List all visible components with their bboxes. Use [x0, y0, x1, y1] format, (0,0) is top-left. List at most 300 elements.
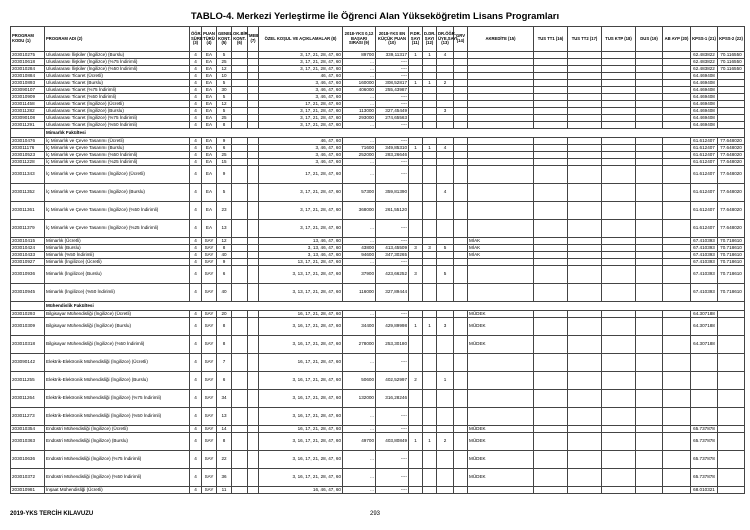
table-cell [636, 220, 663, 238]
table-cell: 406000 [343, 87, 376, 94]
table-cell: MÜDEK [468, 451, 534, 469]
table-cell: 70.718610 [718, 238, 745, 245]
table-cell [423, 115, 437, 122]
table-cell: 40 [217, 252, 232, 259]
table-cell [636, 336, 663, 354]
table-cell: 4 [437, 145, 454, 152]
table-cell [636, 52, 663, 59]
table-cell [636, 122, 663, 129]
table-cell: 8 [217, 336, 232, 354]
table-cell [663, 426, 691, 433]
table-cell: 203010927 [11, 259, 45, 266]
table-cell: 4 [190, 284, 202, 302]
table-cell: 1 [423, 80, 437, 87]
table-cell [602, 336, 636, 354]
table-cell: 70.116550 [718, 59, 745, 66]
table-cell [454, 122, 468, 129]
table-cell: 4 [190, 101, 202, 108]
table-cell: 9 [217, 259, 232, 266]
table-cell: MİAK [468, 238, 534, 245]
table-cell [718, 408, 745, 426]
table-cell: 89700 [343, 52, 376, 59]
table-cell [409, 336, 423, 354]
table-cell: ... [343, 259, 376, 266]
table-cell [534, 101, 568, 108]
table-cell [409, 408, 423, 426]
table-cell [568, 311, 602, 318]
table-cell: 5 [217, 108, 232, 115]
table-cell [248, 426, 259, 433]
table-cell [636, 87, 663, 94]
table-cell: 2 [409, 372, 423, 390]
table-cell [248, 390, 259, 408]
table-cell: 7 [217, 354, 232, 372]
table-row [11, 108, 745, 115]
table-cell [534, 202, 568, 220]
table-cell: 203010523 [11, 152, 45, 159]
table-cell [409, 252, 423, 259]
table-cell [534, 266, 568, 284]
table-cell [409, 138, 423, 145]
table-cell: 203010981 [11, 487, 45, 494]
table-cell [602, 433, 636, 451]
table-cell [232, 311, 248, 318]
table-cell: 4 [190, 73, 202, 80]
table-cell [454, 202, 468, 220]
table-cell [718, 469, 745, 487]
table-cell [718, 73, 745, 80]
table-cell [718, 433, 745, 451]
table-cell: Uluslararası Ticaret (İngilizce) (%50 İndirimli) [45, 122, 190, 129]
table-cell: 203010618 [11, 59, 45, 66]
table-cell: 4 [190, 259, 202, 266]
table-cell: EA [202, 108, 217, 115]
table-cell: Uluslararası Ticaret (Ücretli) [45, 73, 190, 80]
table-cell: 203011255 [11, 372, 45, 390]
table-cell: 3 [437, 318, 454, 336]
table-cell: 203010354 [11, 426, 45, 433]
table-cell: 252000 [343, 152, 376, 159]
table-cell: 77.648020 [718, 138, 745, 145]
table-cell: EA [202, 115, 217, 122]
table-cell [568, 94, 602, 101]
table-cell: SAY [202, 433, 217, 451]
column-header: GRV (14) [454, 27, 468, 52]
table-cell: EA [202, 159, 217, 166]
column-header: D.DR. SAYI (12) [423, 27, 437, 52]
table-cell [454, 336, 468, 354]
table-cell: 70.116550 [718, 52, 745, 59]
table-cell [602, 245, 636, 252]
table-cell: 65.737878 [691, 451, 718, 469]
table-cell: 68.010321 [691, 487, 718, 494]
table-cell [454, 245, 468, 252]
table-cell: 3, 16, 17, 21, 28, 47, 60 [259, 336, 343, 354]
table-cell [232, 451, 248, 469]
table-cell: SAY [202, 451, 217, 469]
table-cell [568, 59, 602, 66]
column-header: AKREDİTE (15) [468, 27, 534, 52]
table-cell: ---- [376, 354, 409, 372]
table-cell [409, 59, 423, 66]
table-cell: ---- [376, 259, 409, 266]
table-body [11, 52, 745, 494]
table-cell [636, 73, 663, 80]
table-cell [248, 202, 259, 220]
table-cell [568, 426, 602, 433]
table-cell [636, 108, 663, 115]
table-cell [423, 138, 437, 145]
table-cell [437, 115, 454, 122]
table-cell: 62.483822 [691, 59, 718, 66]
table-cell [468, 220, 534, 238]
table-cell [602, 238, 636, 245]
table-cell: 22 [217, 451, 232, 469]
table-cell: 203010893 [11, 80, 45, 87]
table-cell [437, 138, 454, 145]
table-cell [248, 487, 259, 494]
table-cell: ---- [376, 166, 409, 184]
table-cell [232, 122, 248, 129]
table-cell [568, 80, 602, 87]
table-cell [437, 390, 454, 408]
table-cell: 61.612407 [691, 152, 718, 159]
table-cell [232, 433, 248, 451]
table-cell: 61.612407 [691, 159, 718, 166]
table-cell: 9 [217, 166, 232, 184]
table-cell [602, 202, 636, 220]
table-cell [568, 372, 602, 390]
table-cell: 3, 17, 21, 28, 47, 60 [259, 66, 343, 73]
table-row [11, 152, 745, 159]
table-cell [409, 152, 423, 159]
table-cell [718, 426, 745, 433]
table-cell: 203011291 [11, 122, 45, 129]
table-cell: 65.737878 [691, 426, 718, 433]
table-row [11, 318, 745, 336]
table-cell: 4 [190, 433, 202, 451]
table-cell [409, 159, 423, 166]
table-cell [454, 59, 468, 66]
table-cell [437, 73, 454, 80]
table-cell [534, 451, 568, 469]
table-cell: 77.648020 [718, 220, 745, 238]
table-cell: Endüstri Mühendisliği (İngilizce) (%50 İndirimli) [45, 469, 190, 487]
table-cell [602, 145, 636, 152]
table-cell [248, 101, 259, 108]
table-cell [718, 115, 745, 122]
table-cell: 43800 [343, 245, 376, 252]
table-cell [534, 354, 568, 372]
table-cell: 4 [190, 59, 202, 66]
table-cell [534, 311, 568, 318]
table-cell: 203011352 [11, 184, 45, 202]
table-cell [568, 166, 602, 184]
table-cell [248, 115, 259, 122]
table-cell [232, 220, 248, 238]
table-cell: 25 [217, 152, 232, 159]
table-cell: 274,65563 [376, 115, 409, 122]
table-cell [663, 252, 691, 259]
table-cell [468, 354, 534, 372]
table-cell: 37900 [343, 266, 376, 284]
table-cell: 132000 [343, 390, 376, 408]
table-cell [468, 73, 534, 80]
table-cell [409, 115, 423, 122]
table-cell: 283,26646 [376, 152, 409, 159]
table-cell: 359,81390 [376, 184, 409, 202]
table-cell: Endüstri Mühendisliği (İngilizce) (Burslu) [45, 433, 190, 451]
table-cell [534, 52, 568, 59]
table-cell: 61.612407 [691, 145, 718, 152]
table-cell [636, 318, 663, 336]
table-cell [232, 318, 248, 336]
table-cell: 64.307188 [691, 336, 718, 354]
table-cell [602, 354, 636, 372]
table-cell: 64.469408 [691, 73, 718, 80]
table-cell [602, 152, 636, 159]
table-cell [248, 59, 259, 66]
table-cell [534, 166, 568, 184]
table-cell: 339,11317 [376, 52, 409, 59]
table-cell: 4 [190, 94, 202, 101]
table-cell: MÜDEK [468, 469, 534, 487]
table-cell [454, 266, 468, 284]
table-cell [636, 184, 663, 202]
table-cell: SAY [202, 469, 217, 487]
table-cell: 4 [190, 87, 202, 94]
table-cell: Elektrik-Elektronik Mühendisliği (İngilizce) (Ücretli) [45, 354, 190, 372]
table-cell [568, 66, 602, 73]
table-cell [437, 311, 454, 318]
table-cell: 4 [190, 390, 202, 408]
table-cell [636, 152, 663, 159]
table-cell [602, 59, 636, 66]
table-cell [454, 73, 468, 80]
table-row [11, 252, 745, 259]
table-cell: 13, 17, 21, 28, 47, 60 [259, 259, 343, 266]
table-cell: 3, 17, 21, 28, 47, 60 [259, 202, 343, 220]
table-cell: 70.116550 [718, 66, 745, 73]
table-cell [663, 101, 691, 108]
table-cell: Uluslararası İlişkiler (İngilizce) (%50 İndirimli) [45, 66, 190, 73]
table-cell: ... [343, 73, 376, 80]
table-cell [602, 311, 636, 318]
table-cell [663, 138, 691, 145]
table-cell [534, 238, 568, 245]
table-cell [248, 108, 259, 115]
table-cell: 3 [409, 245, 423, 252]
table-cell [248, 159, 259, 166]
table-cell: 1 [409, 433, 423, 451]
table-cell [454, 354, 468, 372]
table-cell [663, 73, 691, 80]
table-cell: 203010293 [11, 311, 45, 318]
table-cell [232, 266, 248, 284]
table-row [11, 138, 745, 145]
table-cell: 308,52817 [376, 80, 409, 87]
table-cell [454, 220, 468, 238]
table-cell: 203011273 [11, 408, 45, 426]
table-cell [568, 115, 602, 122]
table-cell [568, 145, 602, 152]
table-cell [409, 94, 423, 101]
table-cell: 2 [437, 80, 454, 87]
table-cell [663, 87, 691, 94]
table-cell [454, 108, 468, 115]
table-cell [602, 259, 636, 266]
table-cell [568, 259, 602, 266]
table-cell [602, 66, 636, 73]
table-cell: ... [343, 166, 376, 184]
table-cell [409, 202, 423, 220]
table-cell: 4 [190, 202, 202, 220]
table-row [11, 87, 745, 94]
table-cell [423, 122, 437, 129]
table-cell [423, 152, 437, 159]
table-cell [663, 152, 691, 159]
table-cell [232, 87, 248, 94]
table-cell: 4 [190, 52, 202, 59]
table-cell [232, 115, 248, 122]
table-cell: SAY [202, 266, 217, 284]
table-row [11, 159, 745, 166]
table-cell [437, 166, 454, 184]
table-cell [454, 166, 468, 184]
table-cell: ... [343, 101, 376, 108]
table-cell [232, 354, 248, 372]
table-cell: 9 [217, 138, 232, 145]
table-cell [468, 94, 534, 101]
column-header: TUS TT2 (17) [568, 27, 602, 52]
table-cell [232, 52, 248, 59]
table-row [11, 451, 745, 469]
column-header: PROGRAM ADI (2) [45, 27, 190, 52]
table-cell [568, 469, 602, 487]
table-cell: 17, 21, 28, 47, 60 [259, 166, 343, 184]
table-cell [423, 101, 437, 108]
table-cell [636, 80, 663, 87]
table-cell [248, 433, 259, 451]
table-cell [454, 433, 468, 451]
table-cell [636, 451, 663, 469]
table-cell [636, 311, 663, 318]
table-cell [636, 408, 663, 426]
table-cell [232, 372, 248, 390]
table-cell [718, 390, 745, 408]
table-cell [534, 245, 568, 252]
table-cell [437, 59, 454, 66]
table-cell: 203010415 [11, 238, 45, 245]
table-cell: 3 [437, 108, 454, 115]
table-cell [534, 87, 568, 94]
table-cell: 65.737878 [691, 433, 718, 451]
table-cell [248, 238, 259, 245]
table-cell: 61.612407 [691, 220, 718, 238]
table-cell [534, 284, 568, 302]
faculty-name: Mimarlık Fakültesi [45, 129, 745, 138]
table-cell [437, 284, 454, 302]
table-cell [663, 245, 691, 252]
table-cell [636, 145, 663, 152]
table-cell [663, 66, 691, 73]
table-cell [691, 372, 718, 390]
table-cell [423, 284, 437, 302]
table-cell: 4 [190, 80, 202, 87]
table-cell: 17, 21, 28, 47, 60 [259, 101, 343, 108]
table-cell: 203010936 [11, 266, 45, 284]
table-cell [232, 426, 248, 433]
table-cell [232, 108, 248, 115]
table-cell: 25 [217, 115, 232, 122]
table-cell: ... [343, 94, 376, 101]
table-cell: 20 [217, 311, 232, 318]
table-cell: SAY [202, 390, 217, 408]
table-cell [454, 318, 468, 336]
table-cell [568, 138, 602, 145]
table-cell [248, 354, 259, 372]
table-cell: SAY [202, 354, 217, 372]
table-cell: SAY [202, 408, 217, 426]
table-cell: EA [202, 220, 217, 238]
table-cell: ---- [376, 138, 409, 145]
table-cell: 6 [217, 266, 232, 284]
table-cell: SAY [202, 238, 217, 245]
table-cell: 1 [423, 433, 437, 451]
table-cell [232, 80, 248, 87]
table-cell: 16, 17, 21, 28, 47, 60 [259, 311, 343, 318]
table-cell: 94600 [343, 252, 376, 259]
table-cell: 203010309 [11, 318, 45, 336]
table-cell: 203011228 [11, 159, 45, 166]
table-cell: ---- [376, 311, 409, 318]
table-cell [423, 108, 437, 115]
table-cell: 4 [190, 354, 202, 372]
table-cell [454, 159, 468, 166]
table-cell [636, 159, 663, 166]
table-cell [663, 372, 691, 390]
table-row [11, 311, 745, 318]
table-cell: EA [202, 184, 217, 202]
table-cell: ... [343, 66, 376, 73]
table-cell: 25 [217, 59, 232, 66]
table-cell: 2 [437, 433, 454, 451]
table-cell: ... [343, 311, 376, 318]
table-cell: 3, 16, 17, 21, 28, 47, 60 [259, 372, 343, 390]
table-cell: 4 [190, 66, 202, 73]
table-cell: 203090108 [11, 115, 45, 122]
table-cell [232, 469, 248, 487]
table-cell [232, 245, 248, 252]
table-cell: 61.612407 [691, 166, 718, 184]
column-header: DUS (19) [636, 27, 663, 52]
table-cell [534, 390, 568, 408]
table-cell [409, 284, 423, 302]
table-row [11, 259, 745, 266]
table-cell [454, 152, 468, 159]
table-cell [454, 469, 468, 487]
table-cell [248, 266, 259, 284]
table-row [11, 336, 745, 354]
table-cell: 13 [217, 408, 232, 426]
table-cell [468, 408, 534, 426]
table-cell [602, 252, 636, 259]
table-cell: ---- [376, 101, 409, 108]
table-cell: 4 [190, 245, 202, 252]
table-cell [568, 152, 602, 159]
table-cell: SAY [202, 372, 217, 390]
table-row [11, 245, 745, 252]
